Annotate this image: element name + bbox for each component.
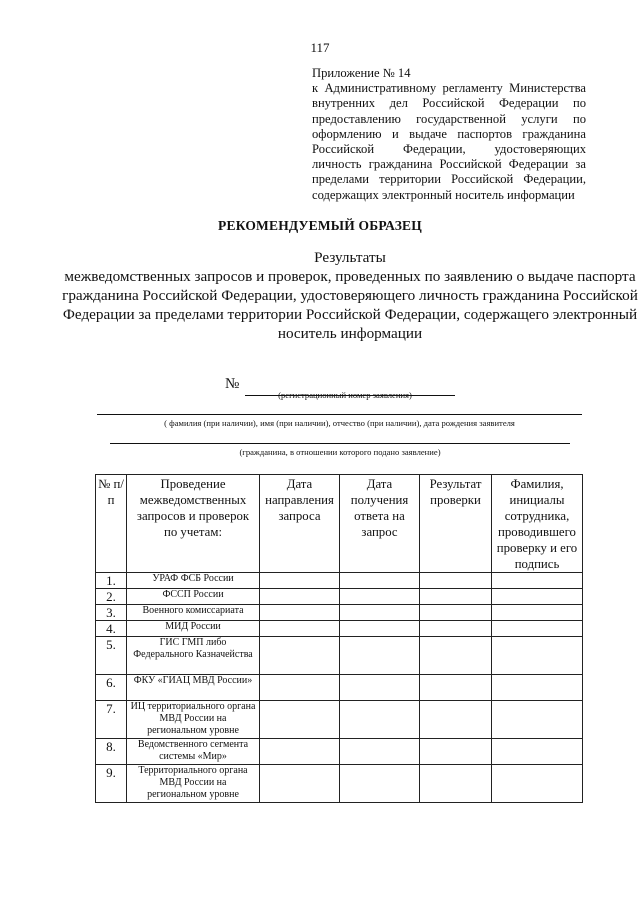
applicant-caption: ( фамилия (при наличии), имя (при наличии), отчество (при наличии), дата рождения заявителя <box>164 418 515 428</box>
number-sign: № <box>225 376 240 392</box>
row-check-name: МИД России <box>127 621 260 637</box>
employee-cell[interactable] <box>492 739 583 765</box>
result-cell[interactable] <box>420 739 492 765</box>
results-subtitle: межведомственных запросов и проверок, проведенных по заявлению о выдаче паспорта гражданина Российской Федерации, удостоверяющего личность гражданина Российской Федерации за пределами территории Российской Федерации, содержащего электронный носитель информации <box>62 268 638 342</box>
row-num: 7. <box>96 701 127 739</box>
table-row <box>96 637 583 675</box>
appendix-title: Приложение № 14 <box>312 66 411 80</box>
table-row <box>96 573 583 589</box>
row-num: 1. <box>96 573 127 589</box>
received-date-cell[interactable] <box>340 637 420 675</box>
row-check-name: ФКУ «ГИАЦ МВД России» <box>127 675 260 701</box>
header-result: Результат проверки <box>420 475 492 573</box>
applicant-field[interactable] <box>97 414 582 415</box>
employee-cell[interactable] <box>492 765 583 803</box>
sent-date-cell[interactable] <box>260 675 340 701</box>
registration-number-caption: (регистрационный номер заявления) <box>278 390 412 400</box>
table-row <box>96 589 583 605</box>
received-date-cell[interactable] <box>340 701 420 739</box>
result-cell[interactable] <box>420 637 492 675</box>
table-row <box>96 765 583 803</box>
results-heading <box>60 248 640 343</box>
row-check-name: УРАФ ФСБ России <box>127 573 260 589</box>
table-header-row <box>96 475 583 573</box>
row-num: 3. <box>96 605 127 621</box>
result-cell[interactable] <box>420 675 492 701</box>
sample-label: РЕКОМЕНДУЕМЫЙ ОБРАЗЕЦ <box>218 218 422 233</box>
result-cell[interactable] <box>420 605 492 621</box>
received-date-cell[interactable] <box>340 573 420 589</box>
header-sent-date: Дата направления запроса <box>260 475 340 573</box>
header-employee: Фамилия, инициалы сотрудника, проводившего проверку и его подпись <box>492 475 583 573</box>
received-date-cell[interactable] <box>340 605 420 621</box>
sent-date-cell[interactable] <box>260 621 340 637</box>
sent-date-cell[interactable] <box>260 573 340 589</box>
row-num: 6. <box>96 675 127 701</box>
result-cell[interactable] <box>420 589 492 605</box>
employee-cell[interactable] <box>492 675 583 701</box>
employee-cell[interactable] <box>492 605 583 621</box>
result-cell[interactable] <box>420 701 492 739</box>
sent-date-cell[interactable] <box>260 589 340 605</box>
header-num: № п/п <box>96 475 127 573</box>
received-date-cell[interactable] <box>340 589 420 605</box>
row-check-name: ФССП России <box>127 589 260 605</box>
received-date-cell[interactable] <box>340 765 420 803</box>
row-check-name: ИЦ территориального органа МВД России на региональном уровне <box>127 701 260 739</box>
row-num: 4. <box>96 621 127 637</box>
row-num: 5. <box>96 637 127 675</box>
row-num: 2. <box>96 589 127 605</box>
sent-date-cell[interactable] <box>260 701 340 739</box>
sent-date-cell[interactable] <box>260 739 340 765</box>
page-number: 117 <box>310 40 330 55</box>
employee-cell[interactable] <box>492 621 583 637</box>
table-row <box>96 605 583 621</box>
header-conduct: Проведение межведомственных запросов и проверок по учетам: <box>127 475 260 573</box>
citizen-field[interactable] <box>110 443 570 444</box>
row-num: 8. <box>96 739 127 765</box>
row-check-name: Территориального органа МВД России на региональном уровне <box>127 765 260 803</box>
table-row <box>96 675 583 701</box>
sent-date-cell[interactable] <box>260 605 340 621</box>
received-date-cell[interactable] <box>340 675 420 701</box>
row-num: 9. <box>96 765 127 803</box>
appendix-body: к Административному регламенту Министерства внутренних дел Российской Федерации по предоставлению государственной услуги по оформлению и выдаче паспортов гражданина Российской Федерации, удостоверяющих личность гражданина Российской Федерации за пределами территории Российской Федерации, содержащих электронный носитель информации <box>312 81 586 202</box>
received-date-cell[interactable] <box>340 621 420 637</box>
employee-cell[interactable] <box>492 573 583 589</box>
row-check-name: Военного комиссариата <box>127 605 260 621</box>
result-cell[interactable] <box>420 621 492 637</box>
employee-cell[interactable] <box>492 637 583 675</box>
result-cell[interactable] <box>420 573 492 589</box>
appendix-block <box>312 66 586 203</box>
header-received-date: Дата получения ответа на запрос <box>340 475 420 573</box>
table-row <box>96 701 583 739</box>
row-check-name: Ведомственного сегмента системы «Мир» <box>127 739 260 765</box>
row-check-name: ГИС ГМП либо Федерального Казначейства <box>127 637 260 675</box>
table-row <box>96 739 583 765</box>
sent-date-cell[interactable] <box>260 765 340 803</box>
table-row <box>96 621 583 637</box>
employee-cell[interactable] <box>492 701 583 739</box>
results-table <box>95 474 583 803</box>
employee-cell[interactable] <box>492 589 583 605</box>
received-date-cell[interactable] <box>340 739 420 765</box>
result-cell[interactable] <box>420 765 492 803</box>
citizen-caption: (гражданина, в отношении которого подано заявление) <box>239 447 441 457</box>
results-title: Результаты <box>314 249 386 266</box>
sent-date-cell[interactable] <box>260 637 340 675</box>
